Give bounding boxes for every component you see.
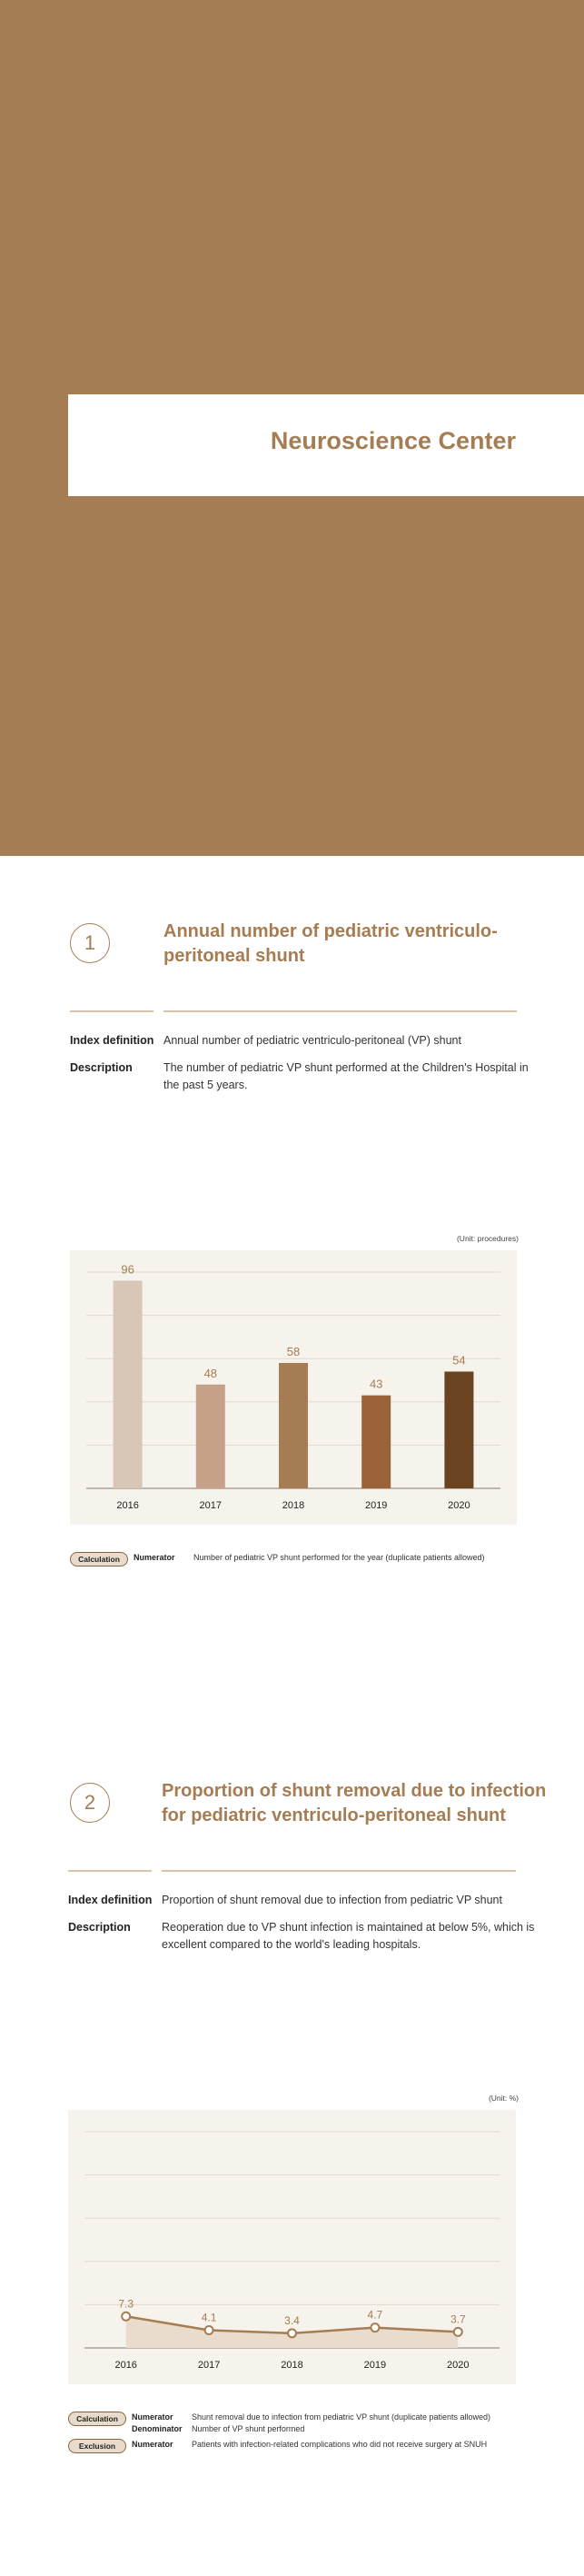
numerator-text: Shunt removal due to infection from pediatric VP shunt (duplicate patients allowed) (192, 2412, 491, 2422)
cover-panel (0, 0, 584, 856)
divider-rule (70, 1010, 153, 1012)
bar-chart (70, 1250, 517, 1525)
section-title-line: Proportion of shunt removal due to infection (162, 1781, 547, 1801)
x-tick-label: 2020 (448, 1500, 470, 1511)
denominator-text: Number of VP shunt performed (192, 2424, 305, 2433)
data-label: 4.7 (367, 2308, 383, 2322)
description-line: the past 5 years. (163, 1079, 248, 1091)
section-title (162, 1779, 546, 1828)
bar (444, 1371, 473, 1488)
x-tick-label: 2018 (281, 2360, 303, 2371)
numerator-text: Number of pediatric VP shunt performed for the year (duplicate patients allowed) (193, 1553, 485, 1562)
bar (196, 1385, 225, 1488)
data-point (205, 2326, 213, 2334)
section-number: 1 (70, 923, 110, 963)
cover-title: Neuroscience Center (270, 427, 516, 454)
description-text (162, 1919, 534, 1954)
data-point (122, 2312, 130, 2321)
description-label: Description (68, 1921, 131, 1934)
definition-label: Index definition (70, 1034, 154, 1047)
x-tick-label: 2019 (363, 2360, 387, 2371)
bar (361, 1396, 391, 1488)
data-point (288, 2329, 296, 2337)
x-tick-label: 2019 (364, 1500, 388, 1511)
legend-calculation (70, 1552, 524, 1566)
definition-text: Proportion of shunt removal due to infection from pediatric VP shunt (162, 1894, 502, 1906)
data-label: 58 (286, 1344, 301, 1358)
numerator-text: Patients with infection-related complications who did not receive surgery at SNUH (192, 2440, 488, 2449)
section-title-line: peritoneal shunt (163, 946, 305, 966)
divider-rule (163, 1010, 517, 1012)
data-label: 4.1 (201, 2311, 217, 2324)
section-1 (0, 909, 584, 1599)
data-label: 96 (121, 1262, 134, 1277)
calculation-pill: Calculation (70, 1552, 128, 1566)
description-line: The number of pediatric VP shunt performed at the Children's Hospital in (163, 1061, 529, 1074)
data-point (454, 2328, 462, 2336)
denominator-label: Denominator (132, 2424, 183, 2433)
definition-text: Annual number of pediatric ventriculo-peritoneal (VP) shunt (163, 1034, 461, 1047)
x-tick-label: 2017 (197, 2360, 221, 2371)
x-tick-label: 2016 (116, 1500, 139, 1511)
x-tick-label: 2017 (199, 1500, 223, 1511)
numerator-label: Numerator (132, 2412, 173, 2422)
cover-title-band (68, 394, 584, 496)
divider-rule (68, 1870, 152, 1872)
description-line: Reoperation due to VP shunt infection is maintained at below 5%, which is (162, 1921, 535, 1934)
unit-label: (Unit: procedures) (456, 1234, 519, 1243)
legend-calculation (68, 2412, 531, 2433)
data-label: 43 (369, 1377, 383, 1391)
numerator-label: Numerator (134, 1553, 175, 1562)
x-tick-label: 2020 (447, 2360, 470, 2371)
data-label: 48 (203, 1366, 218, 1380)
section-title-line: for pediatric ventriculo-peritoneal shunt (162, 1805, 506, 1825)
section-title (163, 920, 498, 969)
calculation-pill: Calculation (68, 2412, 126, 2426)
data-label: 3.7 (450, 2312, 466, 2326)
data-point (371, 2323, 379, 2332)
x-tick-label: 2018 (282, 1500, 305, 1511)
numerator-label: Numerator (132, 2440, 173, 2449)
bar (279, 1363, 308, 1488)
section-title-line: Annual number of pediatric ventriculo- (163, 921, 498, 941)
description-text (163, 1059, 529, 1094)
section-number: 2 (70, 1783, 110, 1823)
definition-label: Index definition (68, 1894, 153, 1906)
data-label: 54 (452, 1353, 466, 1368)
data-label: 3.4 (284, 2313, 300, 2327)
exclusion-pill: Exclusion (68, 2439, 126, 2453)
line-chart (68, 2110, 516, 2384)
bar-chart-svg (70, 1250, 517, 1525)
description-line: excellent compared to the world's leading hospitals. (162, 1938, 421, 1951)
line-chart-svg (68, 2110, 516, 2384)
data-label: 7.3 (118, 2297, 134, 2311)
unit-label: (Unit: %) (488, 2094, 519, 2103)
legend-exclusion (68, 2439, 531, 2453)
bar (114, 1281, 143, 1488)
divider-rule (162, 1870, 516, 1872)
description-label: Description (70, 1061, 133, 1074)
x-tick-label: 2016 (114, 2360, 137, 2371)
section-2 (0, 1768, 584, 2459)
